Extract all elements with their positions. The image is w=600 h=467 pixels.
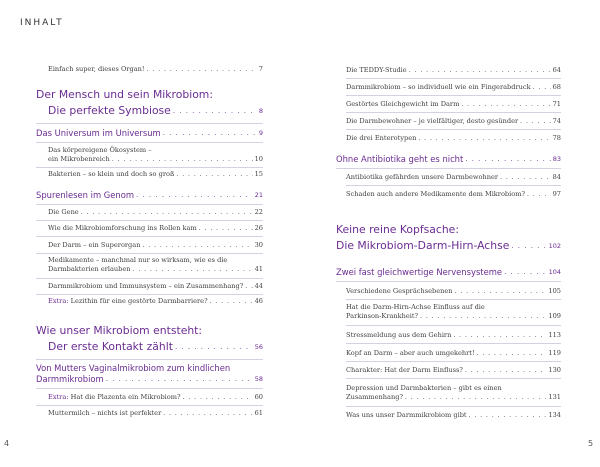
toc-entry[interactable]: Die Darmbewohner – je vielfältiger, desto gesünder . . . 74 [346, 117, 561, 126]
divider [346, 361, 561, 362]
divider [36, 236, 263, 237]
toc-entry[interactable]: Das körpereigene Ökosystem – ein Mikrobenreich . . . 10 [36, 146, 263, 164]
chapter-heading[interactable]: Wie unser Mikrobiom entsteht: Der erste Kontakt zählt . . . 56 [36, 323, 263, 355]
page-number-left: 4 [4, 439, 10, 448]
toc-entry[interactable]: Stressmeldung aus dem Gehirn . . . 113 [346, 331, 561, 340]
divider [346, 325, 561, 326]
divider [36, 142, 263, 143]
divider [346, 343, 561, 344]
toc-entry[interactable]: Medikamente – manchmal nur so wirksam, wie es die Darmbakterien erlauben . . . 41 [36, 256, 263, 274]
chapter-heading[interactable]: Keine reine Kopfsache: Die Mikrobiom-Darm-Hirn-Achse . . . 102 [336, 222, 561, 254]
divider [36, 405, 263, 406]
divider [36, 253, 263, 254]
toc-entry[interactable]: Die drei Enterotypen . . . 78 [346, 134, 561, 143]
divider [346, 299, 561, 300]
chapter-heading[interactable]: Der Mensch und sein Mikrobiom: Die perfekte Symbiose . . . 8 [36, 87, 263, 119]
section-heading[interactable]: Zwei fast gleichwertige Nervensysteme . . . 104 [336, 267, 561, 278]
page-number-right: 5 [588, 439, 594, 448]
toc-entry[interactable]: Wie die Mikrobiomforschung ins Rollen kam . . . 26 [36, 224, 263, 233]
section-heading[interactable]: Von Mutters Vaginalmikrobiom zum kindlichen Darmmikrobiom . . . 58 [36, 363, 263, 385]
toc-entry[interactable]: Einfach super, dieses Organ! . . . 7 [36, 65, 263, 74]
divider [346, 406, 561, 407]
running-header: INHALT [20, 18, 64, 28]
divider [346, 78, 561, 79]
toc-entry[interactable]: Der Darm – ein Superorgan . . . 30 [36, 241, 263, 250]
toc-entry[interactable]: Bakterien – so klein und doch so groß . . . 15 [36, 170, 263, 179]
toc-entry-extra[interactable]: Extra: Hat die Plazenta ein Mikrobiom? . . . 60 [36, 393, 263, 402]
divider [36, 359, 263, 360]
divider [36, 294, 263, 295]
divider [336, 281, 561, 282]
toc-entry[interactable]: Kopf an Darm – aber auch umgekehrt! . . . 119 [346, 349, 561, 358]
toc-entry[interactable]: Muttermilch – nichts ist perfekter . . . 61 [36, 409, 263, 418]
section-heading[interactable]: Ohne Antibiotika geht es nicht . . . 83 [336, 154, 561, 165]
divider [36, 388, 263, 389]
toc-entry[interactable]: Depression und Darmbakterien – gibt es einen Zusammenhang? . . . 131 [346, 384, 561, 402]
toc-entry[interactable]: Antibiotika gefährden unsere Darmbewohner . . . 84 [346, 173, 561, 182]
toc-entry-extra[interactable]: Extra: Lezithin für eine gestörte Darmbarriere? . . . 46 [36, 297, 263, 306]
divider [36, 123, 263, 124]
divider [346, 129, 561, 130]
toc-entry[interactable]: Die Gene . . . 22 [36, 208, 263, 217]
toc-entry[interactable]: Hat die Darm-Hirn-Achse Einfluss auf die Parkinson-Krankheit? . . . 109 [346, 303, 561, 321]
divider [346, 95, 561, 96]
divider [346, 112, 561, 113]
toc-entry[interactable]: Gestörtes Gleichgewicht im Darm . . . 71 [346, 100, 561, 109]
toc-entry[interactable]: Darmmikrobiom und Immunsystem – ein Zusammenhang? . . . 44 [36, 282, 263, 291]
divider [36, 278, 263, 279]
divider [36, 167, 263, 168]
divider [346, 378, 561, 379]
toc-entry[interactable]: Charakter: Hat der Darm Einfluss? . . . 130 [346, 366, 561, 375]
toc-entry[interactable]: Verschiedene Gesprächsebenen . . . 105 [346, 287, 561, 296]
divider [346, 185, 561, 186]
section-heading[interactable]: Das Universum im Universum . . . 9 [36, 128, 263, 139]
toc-entry[interactable]: Darmmikrobiom – so individuell wie ein Fingerabdruck . . . 68 [346, 83, 561, 92]
divider [36, 204, 263, 205]
section-heading[interactable]: Spurenlesen im Genom . . . 21 [36, 190, 263, 201]
toc-entry[interactable]: Schaden auch andere Medikamente dem Mikrobiom? . . . 97 [346, 190, 561, 199]
divider [36, 220, 263, 221]
divider [336, 168, 561, 169]
toc-entry[interactable]: Die TEDDY-Studie . . . 64 [346, 66, 561, 75]
toc-entry[interactable]: Was uns unser Darmmikrobiom gibt . . . 134 [346, 411, 561, 420]
